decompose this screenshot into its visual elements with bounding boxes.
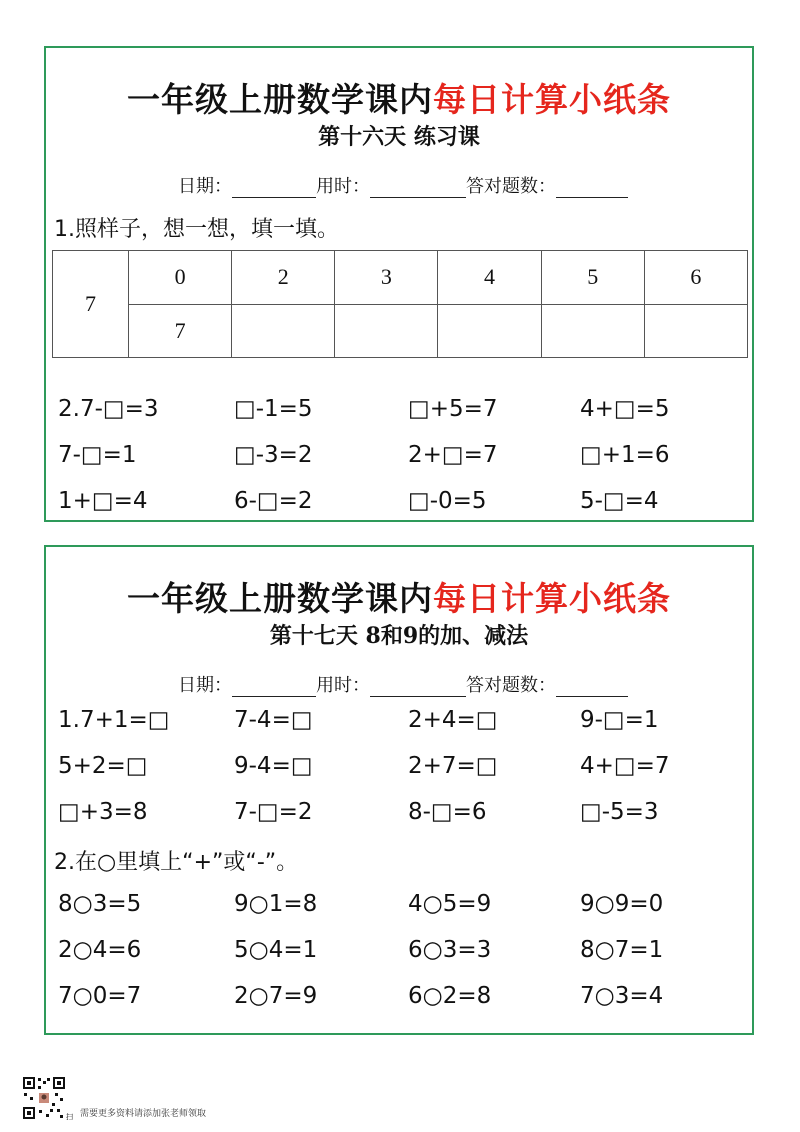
date-label: 日期： <box>178 675 232 696</box>
equation: □-5=3 <box>580 799 659 825</box>
equation-row <box>58 396 748 428</box>
equation: □-3=2 <box>234 442 313 468</box>
equation: 6○2=8 <box>408 983 492 1009</box>
equation: 9-4=□ <box>234 753 313 779</box>
q2-instruction: 2.在○里填上“+”或“-”。 <box>54 850 299 875</box>
table-top-cell: 5 <box>541 251 644 305</box>
equation: 9○1=8 <box>234 891 318 917</box>
equation: □-1=5 <box>234 396 313 422</box>
equation: □-0=5 <box>408 488 487 514</box>
table-answer-cell[interactable] <box>644 304 747 358</box>
info-line <box>178 172 628 198</box>
equation-row <box>58 753 748 785</box>
table-left-cell: 7 <box>53 251 129 358</box>
card-title <box>46 74 752 121</box>
card-title <box>46 573 752 620</box>
equation: 2.7-□=3 <box>58 396 159 422</box>
equation: 5+2=□ <box>58 753 148 779</box>
table-top-cell: 2 <box>232 251 335 305</box>
equation-row <box>58 799 748 831</box>
title-black: 一年级上册数学课内 <box>127 579 433 618</box>
equation-row <box>58 891 748 923</box>
equation: 4+□=7 <box>580 753 670 779</box>
time-label: 用时： <box>316 675 370 696</box>
qr-code-icon[interactable] <box>22 1076 66 1120</box>
footer-note: 需要更多资料请添加张老师领取 <box>80 1109 207 1119</box>
equation: 7○3=4 <box>580 983 664 1009</box>
table-bottom-cell: 7 <box>129 304 232 358</box>
equation: □+1=6 <box>580 442 670 468</box>
equation: 2○7=9 <box>234 983 318 1009</box>
worksheet-card-day17 <box>44 545 754 1035</box>
equation: □+5=7 <box>408 396 498 422</box>
equation: 7○0=7 <box>58 983 142 1009</box>
equation: 6-□=2 <box>234 488 313 514</box>
card-subtitle: 第十七天 8和9的加、减法 <box>269 623 529 649</box>
table-answer-cell[interactable] <box>438 304 541 358</box>
equation: 8○3=5 <box>58 891 142 917</box>
equation: 9-□=1 <box>580 707 659 733</box>
correct-blank[interactable] <box>556 179 628 198</box>
fill-table <box>52 250 748 358</box>
footer <box>22 1076 422 1120</box>
table-answer-cell[interactable] <box>335 304 438 358</box>
table-top-cell: 3 <box>335 251 438 305</box>
table-top-cell: 4 <box>438 251 541 305</box>
equation: 8○7=1 <box>580 937 664 963</box>
equation-row <box>58 488 748 520</box>
equation: 7-□=2 <box>234 799 313 825</box>
worksheet-card-day16 <box>44 46 754 522</box>
table-top-cell: 6 <box>644 251 747 305</box>
equation: 2+7=□ <box>408 753 498 779</box>
qr-mini-label: 扫 <box>66 1113 73 1121</box>
equation: 2○4=6 <box>58 937 142 963</box>
equation: □+3=8 <box>58 799 148 825</box>
equation: 8-□=6 <box>408 799 487 825</box>
title-black: 一年级上册数学课内 <box>127 80 433 119</box>
time-blank[interactable] <box>370 179 466 198</box>
table-answer-cell[interactable] <box>541 304 644 358</box>
equation: 5-□=4 <box>580 488 659 514</box>
correct-label: 答对题数： <box>466 675 556 696</box>
equation-row <box>58 983 748 1015</box>
equation-row <box>58 707 748 739</box>
info-line <box>178 671 628 697</box>
equation: 2+4=□ <box>408 707 498 733</box>
equation-row <box>58 442 748 474</box>
equation: 7-4=□ <box>234 707 313 733</box>
table-answer-cell[interactable] <box>232 304 335 358</box>
date-blank[interactable] <box>232 678 316 697</box>
date-blank[interactable] <box>232 179 316 198</box>
equation: 4○5=9 <box>408 891 492 917</box>
equation: 2+□=7 <box>408 442 498 468</box>
correct-blank[interactable] <box>556 678 628 697</box>
title-red: 每日计算小纸条 <box>433 80 671 119</box>
equation: 7-□=1 <box>58 442 137 468</box>
q1-instruction: 1.照样子，想一想，填一填。 <box>54 217 339 242</box>
title-red: 每日计算小纸条 <box>433 579 671 618</box>
correct-label: 答对题数： <box>466 176 556 197</box>
card-subtitle: 第十六天 练习课 <box>318 124 480 150</box>
date-label: 日期： <box>178 176 232 197</box>
time-label: 用时： <box>316 176 370 197</box>
equation: 5○4=1 <box>234 937 318 963</box>
time-blank[interactable] <box>370 678 466 697</box>
table-top-cell: 0 <box>129 251 232 305</box>
equation: 1+□=4 <box>58 488 148 514</box>
equation-row <box>58 937 748 969</box>
equation: 9○9=0 <box>580 891 664 917</box>
equation: 6○3=3 <box>408 937 492 963</box>
equation: 4+□=5 <box>580 396 670 422</box>
equation: 1.7+1=□ <box>58 707 170 733</box>
